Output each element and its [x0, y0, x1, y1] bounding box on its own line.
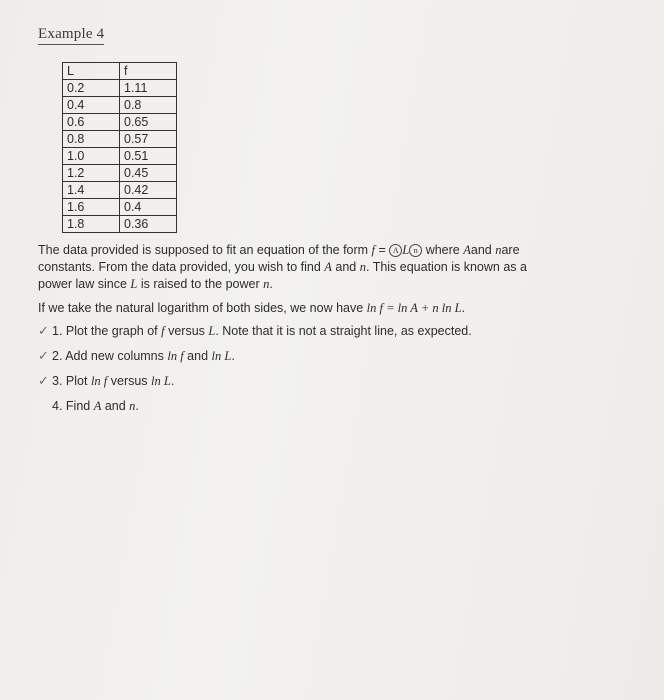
table-header-row: [63, 63, 177, 80]
table-row: [63, 80, 177, 97]
cell-l: 1.0: [63, 148, 120, 165]
cell-f: 0.45: [120, 165, 177, 182]
table-row: [63, 114, 177, 131]
circled-n-symbol: n: [409, 244, 422, 257]
table-row: [63, 131, 177, 148]
task-item-1: ✓ 1. Plot the graph of f versus L. Note that it is not a straight line, as expected.: [38, 324, 472, 339]
data-table: [62, 62, 177, 233]
description-paragraph: [38, 242, 610, 293]
table-row: [63, 216, 177, 233]
cell-f: 0.4: [120, 199, 177, 216]
cell-l: 1.2: [63, 165, 120, 182]
cell-f: 0.8: [120, 97, 177, 114]
cell-l: 0.4: [63, 97, 120, 114]
task-item-2: ✓ 2. Add new columns ln f and ln L.: [38, 349, 235, 364]
cell-l: 0.8: [63, 131, 120, 148]
table-header-l: L: [63, 63, 120, 80]
log-statement: If we take the natural logarithm of both sides, we now have ln f = ln A + n ln L.: [38, 301, 466, 315]
checkmark-icon: ✓: [38, 374, 49, 389]
task-item-3: ✓ 3. Plot ln f versus ln L.: [38, 374, 175, 389]
checkmark-icon: ✓: [38, 324, 49, 339]
cell-f: 0.42: [120, 182, 177, 199]
table-row: [63, 148, 177, 165]
table-row: [63, 165, 177, 182]
table-header-f: f: [120, 63, 177, 80]
cell-f: 0.36: [120, 216, 177, 233]
cell-f: 0.65: [120, 114, 177, 131]
table-row: [63, 199, 177, 216]
task-item-4: 4. Find A and n.: [52, 399, 139, 413]
cell-l: 0.6: [63, 114, 120, 131]
log-equation: ln f = ln A + n ln L: [366, 301, 462, 315]
cell-f: 0.51: [120, 148, 177, 165]
paragraph-line-2: constants. From the data provided, you wish to find A and n. This equation is known as a: [38, 260, 527, 274]
cell-f: 0.57: [120, 131, 177, 148]
cell-f: 1.11: [120, 80, 177, 97]
table-row: [63, 182, 177, 199]
example-title: Example 4: [38, 26, 104, 45]
cell-l: 1.8: [63, 216, 120, 233]
cell-l: 0.2: [63, 80, 120, 97]
cell-l: 1.4: [63, 182, 120, 199]
circled-a-symbol: A: [389, 244, 402, 257]
cell-l: 1.6: [63, 199, 120, 216]
table-row: [63, 97, 177, 114]
paragraph-line-3: power law since L is raised to the power n.: [38, 277, 273, 291]
checkmark-icon: ✓: [38, 349, 49, 364]
paragraph-line-1: The data provided is supposed to fit an equation of the form f = A L n where Aand nare: [38, 243, 520, 257]
